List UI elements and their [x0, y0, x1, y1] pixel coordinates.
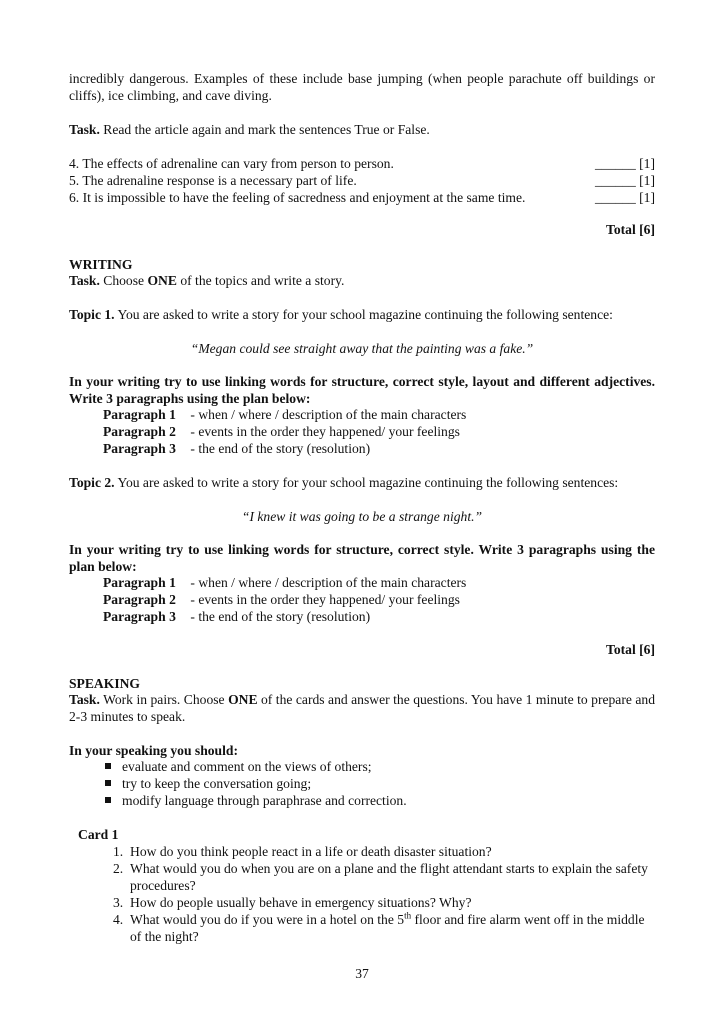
answer-blank: ______ [1] — [594, 173, 655, 188]
bullet-item — [69, 792, 655, 809]
reading-task — [69, 121, 655, 138]
task-label: Task. — [69, 122, 100, 137]
topic-2-plan — [69, 574, 655, 625]
bullet-item — [69, 775, 655, 792]
topic-2-quote: “I knew it was going to be a strange night.” — [241, 509, 483, 524]
task-text: Work in pairs. Choose — [99, 692, 229, 707]
bullet-square-icon — [105, 763, 111, 769]
task-emphasis: ONE — [228, 692, 258, 707]
plan-text: - events in the order they happened/ your feelings — [187, 424, 460, 439]
question-text: How do you think people react in a life or death disaster situation? — [130, 844, 492, 859]
plan-text: - the end of the story (resolution) — [187, 609, 371, 624]
bullet-square-icon — [105, 797, 111, 803]
plan-label: Paragraph 2 — [103, 424, 176, 439]
topic-1-quote: “Megan could see straight away that the painting was a fake.” — [190, 341, 534, 356]
bullet-item — [69, 758, 655, 775]
topic-1-instructions: In your writing try to use linking words for structure, correct style, layout and different adjectives. Write 3 paragraphs using the plan below: — [69, 374, 655, 406]
topic-text: You are asked to write a story for your school magazine continuing the following sentence: — [114, 307, 613, 322]
task-text: Choose — [99, 273, 148, 288]
question-number: 4. — [113, 912, 124, 927]
plan-text: - when / where / description of the main characters — [187, 407, 467, 422]
topic-1 — [69, 306, 655, 323]
writing-heading: WRITING — [69, 257, 133, 272]
plan-item — [69, 440, 655, 457]
question-number: 1. — [113, 844, 124, 859]
task-text: of the topics and write a story. — [176, 273, 345, 288]
topic-1-plan — [69, 406, 655, 457]
true-false-item — [69, 172, 655, 189]
writing-total: Total [6] — [606, 642, 655, 657]
bullet-text: try to keep the conversation going; — [122, 776, 312, 791]
plan-label: Paragraph 1 — [103, 575, 176, 590]
bullet-text: modify language through paraphrase and correction. — [122, 793, 407, 808]
true-false-item — [69, 155, 655, 172]
question-text: What would you do if you were in a hotel on the 5 — [130, 912, 405, 927]
plan-label: Paragraph 2 — [103, 592, 176, 607]
plan-label: Paragraph 3 — [103, 441, 176, 456]
question-text: How do people usually behave in emergency situations? Why? — [130, 895, 472, 910]
answer-blank: ______ [1] — [594, 156, 655, 171]
plan-item — [69, 608, 655, 625]
speaking-bullets — [69, 758, 655, 809]
speaking-task — [69, 691, 655, 725]
bullet-square-icon — [105, 780, 111, 786]
question-number: 3. — [113, 895, 124, 910]
task-label: Task. — [69, 273, 100, 288]
plan-text: - the end of the story (resolution) — [187, 441, 371, 456]
plan-item — [69, 574, 655, 591]
topic-label: Topic 2. — [69, 475, 115, 490]
plan-text: - events in the order they happened/ your feelings — [187, 592, 460, 607]
true-false-list — [69, 155, 655, 206]
plan-label: Paragraph 3 — [103, 609, 176, 624]
reading-total: Total [6] — [606, 222, 655, 237]
bullet-text: evaluate and comment on the views of others; — [122, 759, 372, 774]
plan-item — [69, 423, 655, 440]
question-item — [69, 860, 655, 894]
topic-2 — [69, 474, 655, 491]
topic-label: Topic 1. — [69, 307, 115, 322]
item-text: 5. The adrenaline response is a necessary part of life. — [69, 173, 357, 188]
question-item — [69, 843, 655, 860]
speaking-heading: SPEAKING — [69, 676, 141, 691]
card-questions — [69, 843, 655, 945]
topic-text: You are asked to write a story for your school magazine continuing the following sentences: — [114, 475, 619, 490]
plan-label: Paragraph 1 — [103, 407, 176, 422]
page-number: 37 — [355, 966, 369, 981]
item-text: 6. It is impossible to have the feeling of sacredness and enjoyment at the same time. — [69, 190, 526, 205]
task-label: Task. — [69, 692, 100, 707]
topic-2-instructions: In your writing try to use linking words for structure, correct style. Write 3 paragraphs using the plan below: — [69, 542, 655, 574]
question-number: 2. — [113, 861, 124, 876]
speaking-should-heading: In your speaking you should: — [69, 743, 238, 758]
plan-item — [69, 591, 655, 608]
card-title: Card 1 — [78, 827, 119, 842]
question-text: What would you do when you are on a plane and the flight attendant starts to explain the safety procedures? — [130, 861, 648, 893]
question-item — [69, 894, 655, 911]
true-false-item — [69, 189, 655, 206]
item-text: 4. The effects of adrenaline can vary from person to person. — [69, 156, 394, 171]
ordinal-suffix: th — [404, 910, 412, 921]
answer-blank: ______ [1] — [594, 190, 655, 205]
question-text: floor and fire alarm went off in the middle of the night? — [130, 912, 645, 944]
task-emphasis: ONE — [147, 273, 177, 288]
question-item — [69, 911, 655, 945]
task-text: Read the article again and mark the sentences True or False. — [99, 122, 430, 137]
plan-text: - when / where / description of the main characters — [187, 575, 467, 590]
plan-item — [69, 406, 655, 423]
reading-continuation: incredibly dangerous. Examples of these include base jumping (when people parachute off buildings or cliffs), ice climbing, and cave diving. — [69, 71, 655, 103]
writing-task — [69, 272, 655, 289]
task-text: of the cards and answer the questions. You have 1 minute to prepare and 2-3 minutes to speak. — [69, 692, 655, 724]
